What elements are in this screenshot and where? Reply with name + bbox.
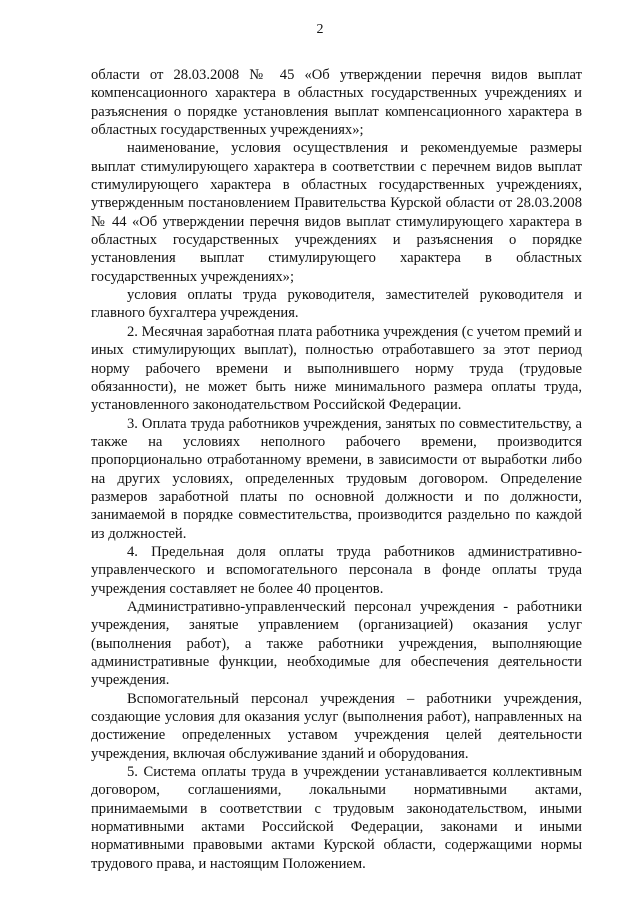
paragraph-support-staff-definition: Вспомогательный персонал учреждения – работники учреждения, создающие условия для оказания услуг (выполнения работ), направленных на достижение определенных уставом учреждения целей деятельности учреждения, включая обслуживание зданий и оборудования. xyxy=(91,690,582,762)
paragraph-admin-staff-definition: Административно-управленческий персонал учреждения - работники учреждения, занятые управлением (организацией) оказания услуг (выполнения работ), а также работники учреждения, выполняющие административные функции, необходимые для обеспечения деятельности учреждения. xyxy=(91,598,582,689)
paragraph-incentive-payments: наименование, условия осуществления и рекомендуемые размеры выплат стимулирующего характера в соответствии с перечнем видов выплат стимулирующего характера в областных государственных учреждениях, утвержденным постановлением Правительства Курской области от 28.03.2008 № 44 «Об утверждении перечня видов выплат стимулирующего характера в областных государственных учреждениях и разъяснения о порядке установления выплат стимулирующего характера в областных государственных учреждениях»; xyxy=(91,140,582,285)
page-number: 2 xyxy=(316,22,324,37)
paragraph-2-minimum-wage: 2. Месячная заработная плата работника учреждения (с учетом премий и иных стимулирующих выплат), полностью отработавшего за этот период норму рабочего времени и выполнившего норму труда (трудовые обязанности), не может быть ниже минимального размера оплаты труда, установленного законодательством Российской Федерации. xyxy=(91,323,582,414)
paragraph-compensation-payments-continuation: области от 28.03.2008 № 45 «Об утверждении перечня видов выплат компенсационного характера в областных государственных учреждениях и разъяснения о порядке установления выплат компенсационного характера в областных государственных учреждениях»; xyxy=(91,67,582,139)
paragraph-management-pay-conditions: условия оплаты труда руководителя, заместителей руководителя и главного бухгалтера учреждения. xyxy=(91,287,582,322)
paragraph-4-admin-staff-share: 4. Предельная доля оплаты труда работников административно-управленческого и вспомогательного персонала в фонде оплаты труда учреждения составляет не более 40 процентов. xyxy=(91,543,582,597)
document-body xyxy=(91,66,582,873)
paragraph-5-pay-system: 5. Система оплаты труда в учреждении устанавливается коллективным договором, соглашениями, локальными нормативными актами, принимаемыми в соответствии с трудовым законодательством, иными нормативными актами Российской Федерации, законами и иными нормативными правовыми актами Курской области, содержащими нормы трудового права, и настоящим Положением. xyxy=(91,764,582,872)
paragraph-3-part-time-pay: 3. Оплата труда работников учреждения, занятых по совместительству, а также на условиях неполного рабочего времени, производится пропорционально отработанному времени, в зависимости от выработки либо на других условиях, определенных трудовым договором. Определение размеров заработной платы по основной должности и по должности, занимаемой в порядке совместительства, производится раздельно по каждой из должностей. xyxy=(91,415,582,542)
